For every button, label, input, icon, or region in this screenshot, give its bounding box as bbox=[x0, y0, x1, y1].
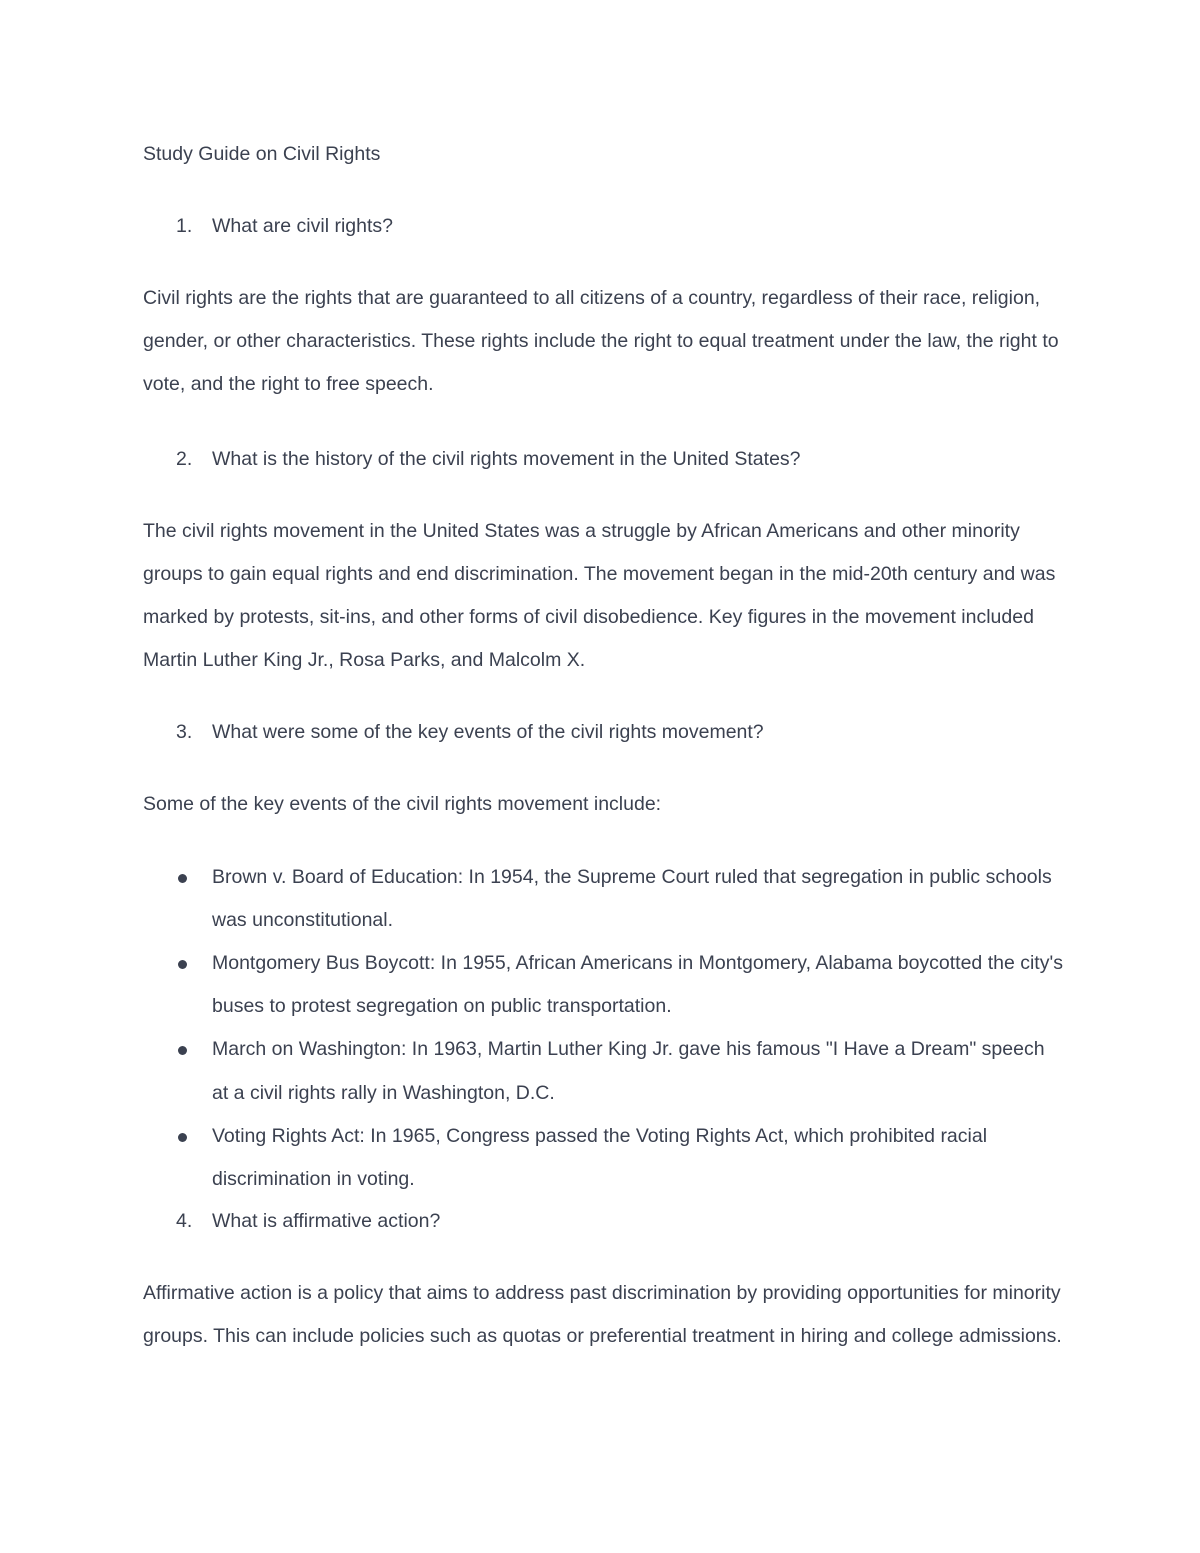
answer-1: Civil rights are the rights that are guaranteed to all citizens of a country, regardless of their race, religion, gender, or other characteristics. These rights include the right to equal treatment under the law, the right to vote, and the right to free speech. bbox=[143, 287, 1059, 396]
bullet-icon bbox=[178, 1133, 187, 1142]
question-text: What is affirmative action? bbox=[212, 1210, 441, 1233]
answer-2: The civil rights movement in the United States was a struggle by African Americans and other minority groups to gain equal rights and end discrimination. The movement began in the mid-20th century and was marked by protests, sit-ins, and other forms of civil disobedience. Key figures in the movement included Martin Luther King Jr., Rosa Parks, and Malcolm X. bbox=[143, 519, 1056, 672]
bullet-icon bbox=[178, 874, 187, 883]
list-item-text: Voting Rights Act: In 1965, Congress passed the Voting Rights Act, which prohibited racial discrimination in voting. bbox=[212, 1124, 988, 1191]
question-number: 2. bbox=[176, 447, 193, 470]
document-title: Study Guide on Civil Rights bbox=[143, 143, 381, 165]
list-item bbox=[143, 942, 1063, 1028]
question-text: What were some of the key events of the civil rights movement? bbox=[212, 721, 764, 744]
question-text: What are civil rights? bbox=[212, 215, 393, 237]
question-number: 4. bbox=[176, 1210, 193, 1233]
list-item-text: Montgomery Bus Boycott: In 1955, African Americans in Montgomery, Alabama boycotted the city's buses to protest segregation on public transportation. bbox=[212, 952, 1063, 1018]
answer-3-intro: Some of the key events of the civil rights movement include: bbox=[143, 793, 662, 816]
question-4 bbox=[143, 1201, 1063, 1241]
question-3 bbox=[143, 712, 1063, 752]
question-text: What is the history of the civil rights movement in the United States? bbox=[212, 447, 801, 470]
question-1 bbox=[143, 206, 1063, 246]
list-item-text: Brown v. Board of Education: In 1954, the Supreme Court ruled that segregation in public schools was unconstitutional. bbox=[212, 865, 1052, 931]
bullet-icon bbox=[178, 960, 187, 969]
question-number: 3. bbox=[176, 721, 193, 744]
question-number: 1. bbox=[176, 215, 193, 237]
list-item bbox=[143, 1115, 1063, 1201]
list-item bbox=[143, 1028, 1063, 1114]
document-page bbox=[143, 134, 1063, 1359]
bullet-icon bbox=[178, 1046, 187, 1055]
list-item-text: March on Washington: In 1963, Martin Luther King Jr. gave his famous "I Have a Dream" speech at a civil rights rally in Washington, D.C. bbox=[212, 1038, 1045, 1104]
key-events-list bbox=[143, 856, 1063, 1202]
list-item bbox=[143, 856, 1063, 942]
question-2 bbox=[143, 439, 1063, 479]
answer-4: Affirmative action is a policy that aims to address past discrimination by providing opportunities for minority groups. This can include policies such as quotas or preferential treatment in hiring and college admissions. bbox=[143, 1282, 1062, 1348]
